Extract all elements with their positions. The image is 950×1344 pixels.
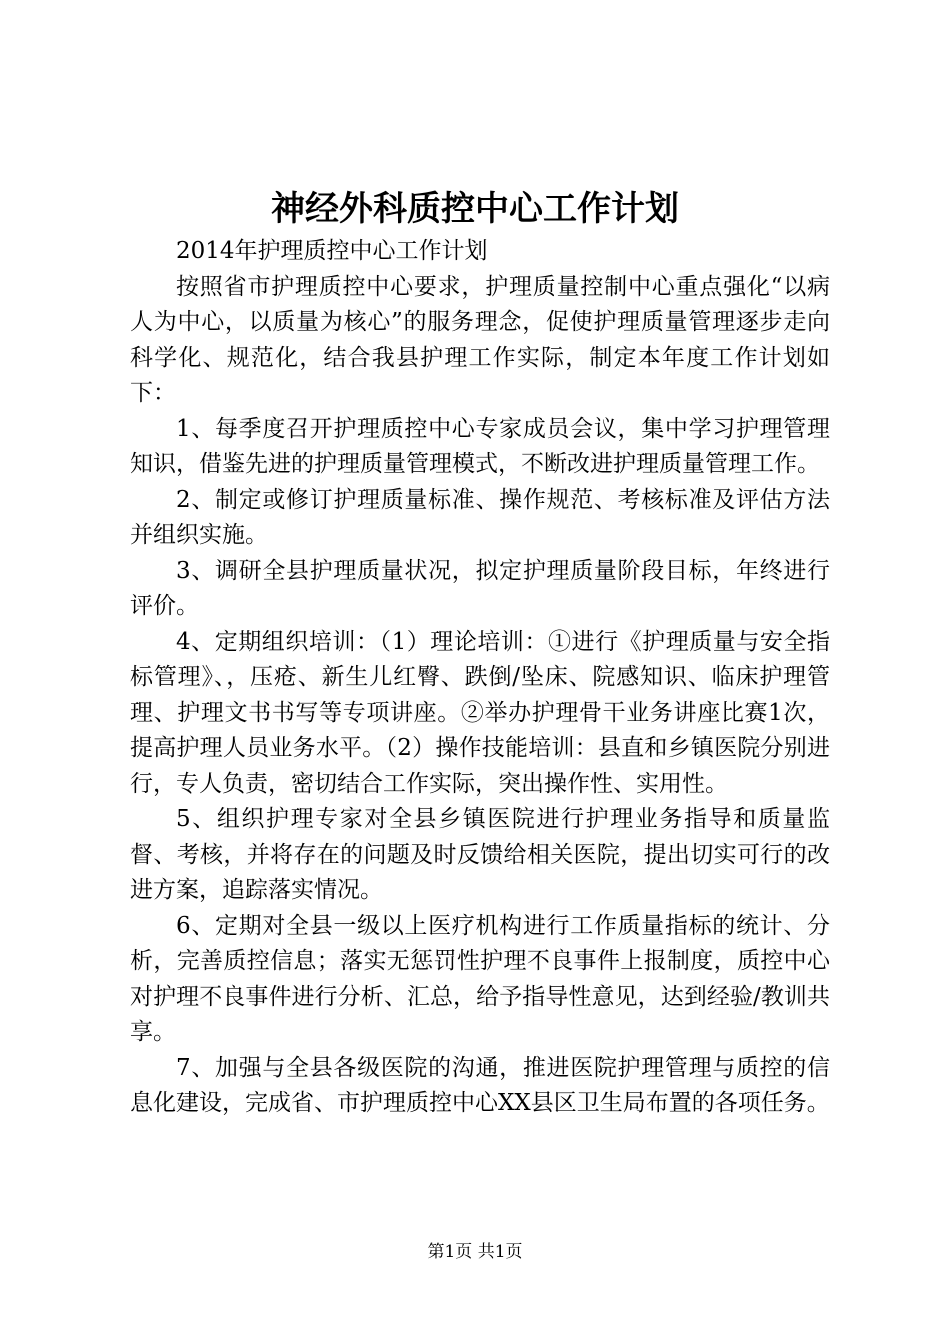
paragraph-item-3: 3、调研全县护理质量状况，拟定护理质量阶段目标，年终进行评价。 — [130, 557, 830, 619]
paragraph-item-2: 2、制定或修订护理质量标准、操作规范、考核标准及评估方法并组织实施。 — [130, 486, 830, 548]
paragraph-item-5: 5、组织护理专家对全县乡镇医院进行护理业务指导和质量监督、考核，并将存在的问题及时反馈给相关医院，提出切实可行的改进方案，追踪落实情况。 — [130, 806, 830, 903]
paragraph-item-7: 7、加强与全县各级医院的沟通，推进医院护理管理与质控的信息化建设，完成省、市护理质控中心XX县区卫生局布置的各项任务。 — [130, 1054, 830, 1116]
document-subtitle: 2014年护理质控中心工作计划 — [176, 238, 488, 264]
document-body — [130, 234, 830, 1122]
page-footer: 第1页 共1页 — [427, 1242, 523, 1262]
paragraph-item-6: 6、定期对全县一级以上医疗机构进行工作质量指标的统计、分析，完善质控信息；落实无惩罚性护理不良事件上报制度，质控中心对护理不良事件进行分析、汇总，给予指导性意见，达到经验/教训共享。 — [130, 912, 830, 1045]
document-title: 神经外科质控中心工作计划 — [271, 189, 679, 229]
paragraph-intro: 按照省市护理质控中心要求，护理质量控制中心重点强化“以病人为中心，以质量为核心”的服务理念，促使护理质量管理逐步走向科学化、规范化，结合我县护理工作实际，制定本年度工作计划如下： — [130, 273, 830, 406]
paragraph-item-4: 4、定期组织培训：（1）理论培训：①进行《护理质量与安全指标管理》、，压疮、新生儿红臀、跌倒/坠床、院感知识、临床护理管理、护理文书书写等专项讲座。②举办护理骨干业务讲座比赛1次，提高护理人员业务水平。（2）操作技能培训：县直和乡镇医院分别进行，专人负责，密切结合工作实际，突出操作性、实用性。 — [130, 628, 830, 797]
paragraph-item-1: 1、每季度召开护理质控中心专家成员会议，集中学习护理管理知识，借鉴先进的护理质量管理模式，不断改进护理质量管理工作。 — [130, 415, 830, 477]
